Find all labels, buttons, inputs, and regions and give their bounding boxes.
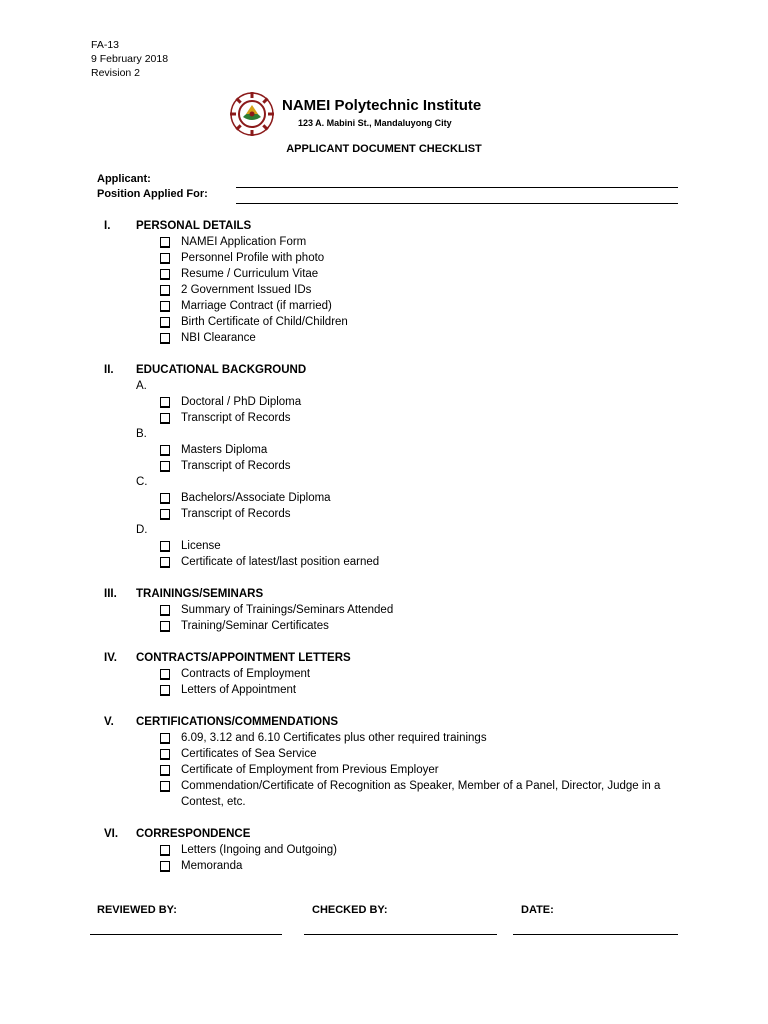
checkbox[interactable] [160,445,170,456]
checklist-item [0,314,768,330]
section-number: II. [104,364,114,376]
checklist-item [0,602,768,618]
checklist-item-label: Training/Seminar Certificates [181,620,329,632]
applicant-name-field[interactable] [236,187,678,188]
checklist-item-label: Masters Diploma [181,444,268,456]
checklist-item-label: Transcript of Records [181,508,291,520]
document-title: APPLICANT DOCUMENT CHECKLIST [286,143,482,155]
checklist-item-label: Memoranda [181,860,243,872]
checkbox[interactable] [160,733,170,744]
checklist-item-label: Certificates of Sea Service [181,748,317,760]
form-revision: Revision 2 [91,67,141,79]
checklist-item-label: Certificate of latest/last position earned [181,556,380,568]
checkbox[interactable] [160,765,170,776]
section-number: I. [104,220,111,232]
section-header [0,218,768,234]
checklist-item [0,746,768,762]
section-number: V. [104,716,114,728]
checklist-item-label: Resume / Curriculum Vitae [181,268,319,280]
checklist-section [0,218,768,346]
checkbox[interactable] [160,605,170,616]
checklist-item-label: Personnel Profile with photo [181,252,325,264]
checklist-item-label: 2 Government Issued IDs [181,284,312,296]
checkbox[interactable] [160,621,170,632]
section-header [0,826,768,842]
checklist-item [0,410,768,426]
position-applied-label: Position Applied For: [97,188,208,200]
checklist-item-label: Marriage Contract (if married) [181,300,332,312]
reviewed-by-label: REVIEWED BY: [97,904,177,916]
section-title: CORRESPONDENCE [136,828,251,840]
section-title: CERTIFICATIONS/COMMENDATIONS [136,716,339,728]
checkbox[interactable] [160,269,170,280]
checklist-item-label: Summary of Trainings/Seminars Attended [181,604,394,616]
form-date: 9 February 2018 [91,53,169,65]
institution-address: 123 A. Mabini St., Mandaluyong City [298,118,452,128]
checklist-item-label: Transcript of Records [181,460,291,472]
subsection-letter: A. [136,380,147,392]
section-header [0,714,768,730]
checklist-item [0,330,768,346]
checkbox[interactable] [160,669,170,680]
checklist-item-label: Letters of Appointment [181,684,297,696]
checkbox[interactable] [160,333,170,344]
checkbox[interactable] [160,317,170,328]
checklist-item-label: Letters (Ingoing and Outgoing) [181,844,337,856]
checkbox[interactable] [160,749,170,760]
checklist-item [0,506,768,522]
checkbox[interactable] [160,493,170,504]
checkbox[interactable] [160,253,170,264]
checklist-item-label: Doctoral / PhD Diploma [181,396,302,408]
section-title: CONTRACTS/APPOINTMENT LETTERS [136,652,351,664]
checklist-section [0,362,768,570]
position-applied-field[interactable] [236,203,678,204]
checkbox[interactable] [160,285,170,296]
checklist-section [0,826,768,874]
checkbox[interactable] [160,413,170,424]
section-header [0,362,768,378]
subsection-letter: D. [136,524,148,536]
checkbox[interactable] [160,685,170,696]
checklist-item [0,762,768,778]
checklist-item-label: Bachelors/Associate Diploma [181,492,331,504]
checklist-item [0,458,768,474]
checkbox[interactable] [160,301,170,312]
section-number: VI. [104,828,119,840]
checklist-item-label: Certificate of Employment from Previous Employer [181,764,439,776]
checklist-item [0,394,768,410]
checklist-item [0,490,768,506]
checklist-item [0,682,768,698]
checklist-item [0,234,768,250]
checklist-item [0,666,768,682]
checkbox[interactable] [160,397,170,408]
institution-header [230,92,560,138]
checklist-item-label: NBI Clearance [181,332,256,344]
form-code: FA-13 [91,39,120,51]
checklist-item [0,778,768,810]
section-number: IV. [104,652,118,664]
checklist-item [0,250,768,266]
section-number: III. [104,588,117,600]
checklist-item [0,282,768,298]
checklist-item [0,730,768,746]
checkbox[interactable] [160,237,170,248]
seal-logo-icon [230,92,274,136]
checked-by-label: CHECKED BY: [312,904,388,916]
subsection-letter: C. [136,476,148,488]
applicant-labels [97,172,208,202]
checklist-section [0,650,768,698]
institution-name: NAMEI Polytechnic Institute [282,97,482,114]
section-title: PERSONAL DETAILS [136,220,252,232]
checklist-section [0,714,768,810]
checklist-item [0,298,768,314]
checklist-item-label: Birth Certificate of Child/Children [181,316,348,328]
section-header [0,650,768,666]
checkbox[interactable] [160,461,170,472]
date-label: DATE: [521,904,554,916]
checklist-item [0,842,768,858]
reviewed-by-signature-line[interactable] [90,934,282,935]
checkbox[interactable] [160,557,170,568]
checklist-item-label: Transcript of Records [181,412,291,424]
checklist-item [0,266,768,282]
checked-by-signature-line[interactable] [304,934,497,935]
checklist-item [0,538,768,554]
subsection-letter: B. [136,428,147,440]
document-meta [91,38,168,80]
checklist-item [0,618,768,634]
section-title: EDUCATIONAL BACKGROUND [136,364,307,376]
checklist-item-label: 6.09, 3.12 and 6.10 Certificates plus other required trainings [181,732,487,744]
checkbox[interactable] [160,509,170,520]
checklist-item-label: NAMEI Application Form [181,236,307,248]
checklist-section [0,586,768,634]
checklist-item-label: License [181,540,221,552]
checklist-item-label: Contracts of Employment [181,668,311,680]
section-title: TRAININGS/SEMINARS [136,588,264,600]
date-signature-line[interactable] [513,934,678,935]
checklist-item [0,554,768,570]
checkbox[interactable] [160,861,170,872]
checkbox[interactable] [160,781,170,792]
checkbox[interactable] [160,845,170,856]
checkbox[interactable] [160,541,170,552]
checklist-sections [0,218,768,890]
checklist-item [0,442,768,458]
applicant-label: Applicant: [97,173,151,185]
checklist-item [0,858,768,874]
section-header [0,586,768,602]
checklist-item-label: Commendation/Certificate of Recognition as Speaker, Member of a Panel, Director, Judge in a Contest, etc. [181,780,661,808]
